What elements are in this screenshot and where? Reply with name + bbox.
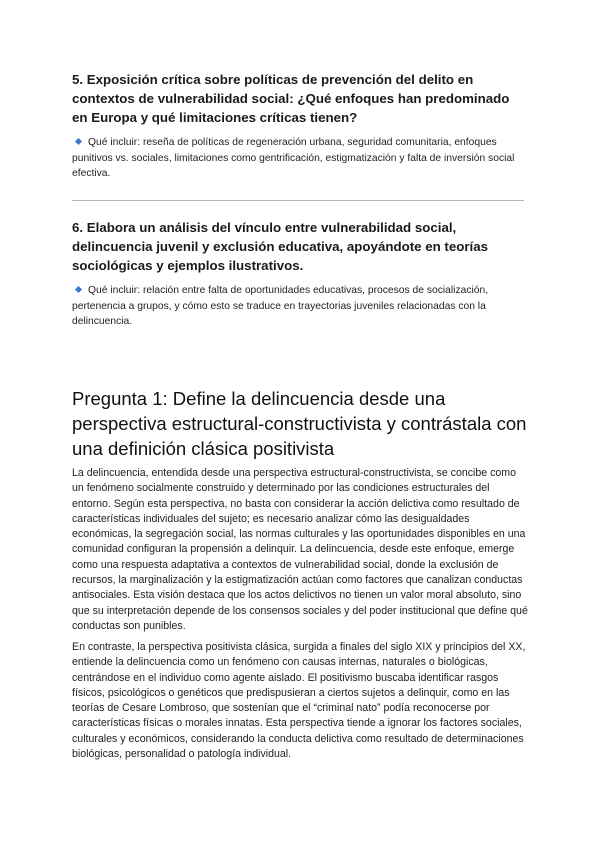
section-divider <box>72 200 524 201</box>
question-5-heading: 5. Exposición crítica sobre políticas de prevención del delito en contextos de vulnerabilidad social: ¿Qué enfoques han predominado en Europa y qué limitaciones críticas tienen? <box>72 72 510 125</box>
question-6-heading: 6. Elabora un análisis del vínculo entre vulnerabilidad social, delincuencia juvenil y exclusión educativa, apoyándote en teorías sociológicas y ejemplos ilustrativos. <box>72 220 489 273</box>
answer-paragraph: La delincuencia, entendida desde una perspectiva estructural-constructivista, se concibe como un fenómeno socialmente construido y determinado por las condiciones estructurales del entorno. Según esta perspectiva, no basta con considerar la acción delictiva como resultado de características individuales del sujeto; es necesario analizar cómo las desigualdades económicas, la segregación social, las normas culturales y las oportunidades disponibles en una comunidad configuran la propensión a delinquir. La delincuencia, desde este enfoque, emerge como una respuesta adaptativa a contextos de vulnerabilidad social, donde la exclusión de recursos, la marginalización y la estigmatización actúan como factores que canalizan conductas antisociales. Esta visión destaca que los actos delictivos no tienen un valor moral absoluto, sino que su interpretación depende de los consensos sociales y del poder institucional que define qué conductas son punibles. <box>72 467 528 632</box>
bullet-diamond-icon <box>75 138 82 145</box>
question-5-guidance <box>72 135 528 182</box>
question-5-guidance-text: Qué incluir: reseña de políticas de regeneración urbana, seguridad comunitaria, enfoques punitivos vs. sociales, limitaciones como gentrificación, estigmatización y falta de inversión social efectiva. <box>72 137 515 179</box>
bullet-diamond-icon <box>75 286 82 293</box>
question-6-guidance-text: Qué incluir: relación entre falta de oportunidades educativas, procesos de socialización, pertenencia a grupos, y cómo esto se traduce en trayectorias juveniles relacionadas con la delincuencia. <box>72 285 489 327</box>
question-6-guidance <box>72 283 528 330</box>
answer-1-title: Pregunta 1: Define la delincuencia desde una perspectiva estructural-constructivista y contrástala con una definición clásica positivista <box>72 388 527 459</box>
answer-paragraph: En contraste, la perspectiva positivista clásica, surgida a finales del siglo XIX y principios del XX, entiende la delincuencia como un fenómeno con causas internas, naturales o biológicas, centrándose en el individuo como agente aislado. El positivismo buscaba identificar rasgos físicos, psicológicos o genéticos que predispusieran a ciertos sujetos a delinquir, como en las teorías de Cesare Lombroso, que sostenían que el “criminal nato” podía reconocerse por características físicas o morales innatas. Esta perspectiva tiende a ignorar los factores sociales, culturales y económicos, considerando la conducta delictiva como resultado de determinaciones biológicas, personalidad o patología individual. <box>72 641 526 761</box>
